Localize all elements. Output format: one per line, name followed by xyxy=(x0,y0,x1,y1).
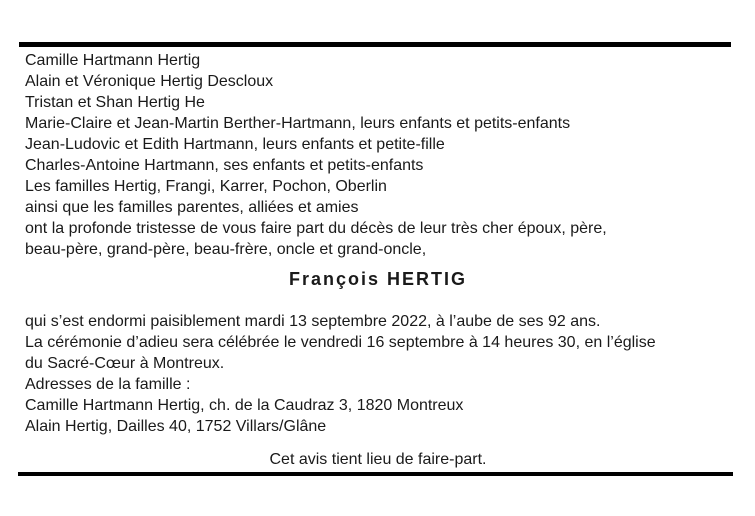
details-line: La cérémonie d’adieu sera célébrée le vendredi 16 septembre à 14 heures 30, en l’église xyxy=(25,334,656,351)
details-line: du Sacré-Cœur à Montreux. xyxy=(25,355,225,372)
family-line: Alain et Véronique Hertig Descloux xyxy=(25,73,274,90)
family-line: Tristan et Shan Hertig He xyxy=(25,94,205,111)
family-line: ainsi que les familles parentes, alliées et amies xyxy=(25,199,359,216)
announcement-line: beau-père, grand-père, beau-frère, oncle et grand-oncle, xyxy=(25,241,427,258)
family-line: Charles-Antoine Hartmann, ses enfants et petits-enfants xyxy=(25,157,424,174)
details-line: Alain Hertig, Dailles 40, 1752 Villars/Glâne xyxy=(25,418,327,435)
closing-line: Cet avis tient lieu de faire-part. xyxy=(269,451,487,468)
details-line: Camille Hartmann Hertig, ch. de la Caudraz 3, 1820 Montreux xyxy=(25,397,464,414)
announcement-text xyxy=(25,218,731,260)
bottom-divider xyxy=(18,472,733,476)
announcement-line: ont la profonde tristesse de vous faire part du décès de leur très cher époux, père, xyxy=(25,220,607,237)
ceremony-details xyxy=(25,311,731,437)
details-line: qui s’est endormi paisiblement mardi 13 septembre 2022, à l’aube de ses 92 ans. xyxy=(25,313,601,330)
notice-body xyxy=(25,50,731,470)
family-line: Marie-Claire et Jean-Martin Berther-Hartmann, leurs enfants et petits-enfants xyxy=(25,115,571,132)
family-list xyxy=(25,50,731,218)
family-line: Camille Hartmann Hertig xyxy=(25,52,201,69)
family-line: Jean-Ludovic et Edith Hartmann, leurs enfants et petite-fille xyxy=(25,136,445,153)
family-line: Les familles Hertig, Frangi, Karrer, Pochon, Oberlin xyxy=(25,178,387,195)
top-divider xyxy=(19,42,731,47)
deceased-name: François HERTIG xyxy=(288,269,468,289)
details-line: Adresses de la famille : xyxy=(25,376,191,393)
